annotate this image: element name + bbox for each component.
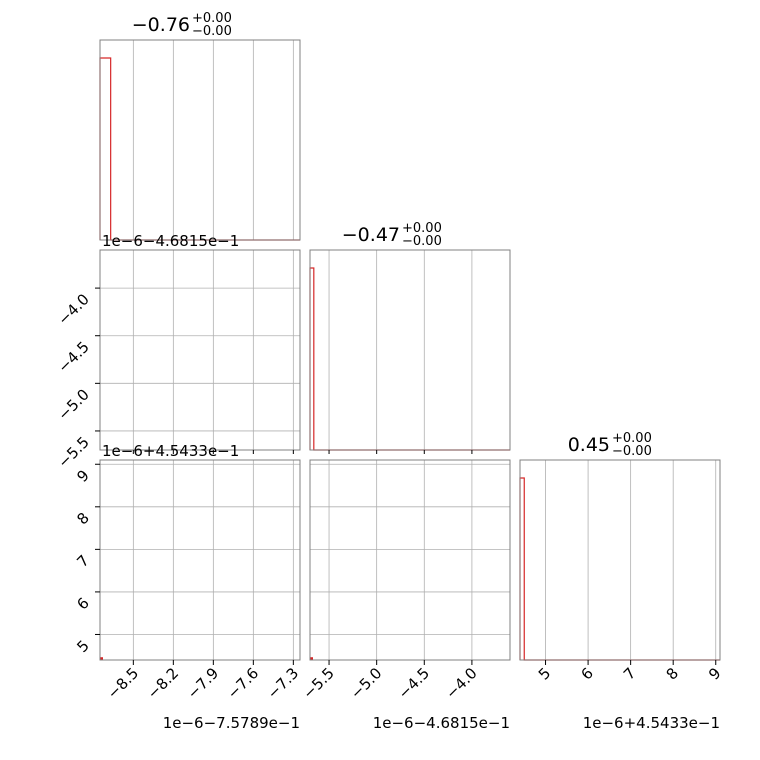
x-tick-label: −7.3 (263, 664, 303, 703)
panel-frame-2-1 (310, 460, 510, 660)
y-tick-label: −5.0 (54, 385, 93, 424)
panel-frame-diag-0 (100, 40, 300, 240)
title-sub-0: −0.00 (192, 24, 232, 39)
x-tick-label: −8.2 (143, 664, 183, 703)
y-tick-label: 7 (73, 551, 93, 571)
histogram-2 (520, 478, 720, 660)
y-tick-label: −4.0 (54, 290, 93, 329)
x-tick-label: 9 (705, 664, 725, 684)
y-tick-label: 8 (73, 508, 93, 529)
y-tick-label: −4.5 (54, 337, 93, 377)
x-tick-label: 6 (577, 664, 597, 684)
y-tick-label: −5.5 (54, 433, 93, 472)
x-tick-label: −4.5 (394, 664, 434, 703)
x-tick-label: 5 (534, 664, 555, 684)
title-main-1: −0.47 (341, 224, 400, 246)
title-main-0: −0.76 (131, 14, 190, 36)
title-sup-1: +0.00 (402, 221, 442, 236)
x-tick-label: 8 (662, 664, 683, 684)
title-sub-2: −0.00 (612, 444, 652, 459)
y-tick-label: 5 (73, 636, 93, 657)
histogram-1 (310, 268, 510, 450)
panel-frame-diag-1 (310, 250, 510, 450)
title-sup-2: +0.00 (612, 431, 652, 446)
y-tick-label: 6 (73, 594, 93, 614)
panel-frame-diag-2 (520, 460, 720, 660)
title-sub-1: −0.00 (402, 234, 442, 249)
histogram-0 (100, 58, 300, 240)
panel-frame-2-0 (100, 460, 300, 660)
title-sup-0: +0.00 (192, 11, 232, 26)
x-offset-label-0: 1e−6−7.5789e−1 (162, 714, 300, 732)
x-tick-label: −7.9 (183, 664, 223, 703)
title-main-2: 0.45 (567, 434, 610, 456)
x-tick-label: −4.0 (442, 664, 481, 703)
y-offset-label-1: 1e−6−4.6815e−1 (102, 232, 240, 250)
x-tick-label: −8.5 (103, 664, 143, 703)
x-tick-label: −7.6 (223, 664, 263, 703)
x-tick-label: −5.5 (299, 664, 338, 703)
x-offset-label-1: 1e−6−4.6815e−1 (372, 714, 510, 732)
x-tick-label: 7 (619, 664, 640, 684)
x-offset-label-2: 1e−6+4.5433e−1 (582, 714, 720, 732)
y-tick-label: 9 (73, 466, 93, 486)
x-tick-label: −5.0 (347, 664, 386, 703)
panel-frame-1-0 (100, 250, 300, 450)
y-offset-label-2: 1e−6+4.5433e−1 (102, 442, 240, 460)
